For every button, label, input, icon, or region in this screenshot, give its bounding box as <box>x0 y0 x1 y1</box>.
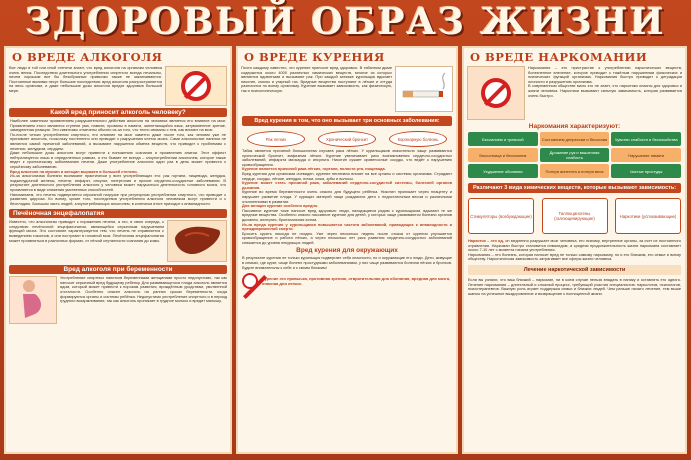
smoking-p2: Вред курения для организма очевиден, курение негативно влияет на все органы и системы организма. Страдают сердце, сосуды, лёгкие, желудок, почки, кожа, зубы и волосы. <box>242 170 452 181</box>
alcohol-question: Какой вред приносит алкоголь человеку? <box>9 108 227 117</box>
char-cell: Чувство слабости и беспокойства <box>611 132 681 146</box>
pregnancy-text: Употребление спиртных напитков беременными женщинами просто недопустимо, так как наносит серьезный вред будущему ребенку. Для развивающегося плода алкоголь является ядом, который может привести к порокам развития, врождённым уродствам, умственной отсталости. Особенно опасен алкоголь на ранних сроках беременности, когда формируются органы и системы ребёнка. Недопустимо употребление спиртного и в период грудного вскармливания, так как алкоголь проникает в грудное молоко и вредит малышу. <box>60 275 227 304</box>
alcohol-heading-text: О ВРЕДЕ АЛКОГОЛЯ <box>12 50 163 64</box>
smoking-p5: Бросить курить никогда не поздно. Уже через несколько недель после отказа от курения улучшается кровообращение и работа лёгких, а через несколько лет риск развития сердечно-сосудистых заболеваний снижается до уровня некурящих людей. <box>242 230 452 245</box>
page-title: ЗДОРОВЫЙ ОБРАЗ ЖИЗНИ <box>25 1 666 43</box>
encephalopathy-text: Известно, что алкоголизм приводит к поражению печени, а это, в свою очередь, к следствию печёночной энцефалопатии, являющейся серьезным нарушением функций мозга. Это состояние характеризуется тем, что печень не справляется с выведением токсинов, и они поступают в головной мозг. Печёночная энцефалопатия может проявляться в различных формах, от лёгкой спутанности сознания до комы. <box>9 219 164 243</box>
disease-lung-cancer: Рак легких <box>247 131 305 147</box>
smoking-section <box>236 46 458 454</box>
drugs-p1-text: он медленно разрушает мозг человека, его психику, внутренние органы, за счет их постоянного отравления. Наркоман быстро становится инвалидом, а средняя продолжительность жизни наркомана составляет около 7-10 лет с момента начала употребления. <box>468 238 681 253</box>
title-bar <box>0 0 691 44</box>
group-hallucinogens: Галлюциногены (галлюцинирующие) <box>542 198 608 234</box>
group-stimulants: Стимуляторы (возбуждающие) <box>468 198 534 234</box>
smoking-warning-text: Курение это привычка, противная зрению, отвратительная для обоняния, вредная для мозга, опасная для легких. <box>262 276 451 287</box>
passive-smoking-text: В результате курения не только курильщик подвергает себя опасности, но и окружающие его люди. Дети, живущие в семьях, где курят, чаще болеют простудными заболеваниями, у них чаще развиваются болезни лёгких и бронхов. Будьте внимательны к себе и к своим близким! <box>242 255 452 270</box>
no-drugs-image <box>467 66 525 120</box>
drugs-intro: Наркомания – это пристрастие к употреблению наркотических веществ, болезненное влечение, которое приводит к тяжёлым нарушениям физических и психических функций организма. Наркомания быстро приводит к деградации личности и разрушению организма. <box>528 65 682 84</box>
smoking-warning <box>242 273 452 289</box>
drug-groups-title: Различают 3 вида химических веществ, которые вызывают зависимость: <box>468 183 681 193</box>
pregnant-woman-icon <box>13 278 53 322</box>
smoking-heading <box>238 48 456 66</box>
drugs-section <box>462 46 687 454</box>
disease-coronary: Коронарную болезнь <box>389 131 447 147</box>
drugs-heading <box>464 48 685 66</box>
no-smoking-icon <box>242 273 258 289</box>
cigarette-icon <box>399 69 449 109</box>
smoking-p4: Пассивное курение тоже наносит вред здоровью: люди, находящиеся рядом с курильщиком, вдыхают те же вредные вещества. Особенно опасно пассивное курение для детей, у которых чаще развиваются болезни органов дыхания, аллергия, бронхиальная астма. <box>242 207 452 222</box>
char-cell: Дрожание рук и мышечная слабость <box>540 148 610 162</box>
smoking-intro: Почти каждому известно, что курение приносит вред здоровью. В табачном дыме содержится около 4000 различных химических веществ, многие из которых являются ядовитыми и вызывают рак. При каждой затяжке курильщик вдыхает никотин, смолы и угарный газ. Вредные вещества поступают в лёгкие и оттуда разносятся по всему организму. Курение вызывает зависимость, как физическую, так и психологическую. <box>241 65 392 93</box>
char-cell: Нарушение памяти <box>611 148 681 162</box>
drugs-characteristics-grid <box>464 132 685 178</box>
alcohol-p4: Из-за алкоголизма болезни возникают практически у всех употребляющих его: рак гортани, пищевода, желудка, поджелудочной железы, печени; инфаркт, инсульт, гипертония и прочие сердечно-сосудистые заболевания. В результате длительного употребления алкоголя у человека может нарушиться деятельность головного мозга, что проявляется в виде снижения умственных способностей. <box>10 173 226 192</box>
treatment-title: Лечение наркотической зависимости <box>468 265 681 275</box>
smoking-diseases-title: Вред курения в том, что оно вызывает три основных заболевания: <box>242 116 452 126</box>
smoking-p4-red: Для женщин курение особенно вредно. <box>242 203 319 209</box>
passive-smoking-title: Вред курения для окружающих <box>296 247 398 255</box>
drugs-p2: Наркомания – это болезнь, которая наносит вред не только самому наркоману, но и его близким, его семье и всему обществу. Наркотическая зависимость затрагивает все сферы жизни человека. <box>468 251 681 262</box>
alcohol-p3-red: Вред алкоголя на мужчин и женщин выражен в большей степени. <box>10 168 138 174</box>
disease-bronchitis: Хронический бронхит <box>318 131 376 147</box>
smoking-p1-red: Курение является причиной рака лёгких, гортани, полости рта, пищевода. <box>242 166 386 172</box>
pregnant-woman-image <box>9 276 57 324</box>
cigarette-image <box>395 66 453 112</box>
group-narcotics: Наркотики (успокаивающие) <box>615 198 681 234</box>
smoking-p3-red: Курение может стать причиной рака, заболеваний сердечно-сосудистой системы, болезней органов дыхания. <box>242 180 452 190</box>
prohibition-icon <box>481 78 511 108</box>
drugs-heading-text: О ВРЕДЕ НАРКОМАНИИ <box>470 50 648 64</box>
char-cell: Частые простуды <box>611 164 681 178</box>
drugs-p1 <box>464 239 685 253</box>
alcohol-p5: Напоминаем, что печень подвергается серьезной нагрузке при регулярном употреблении спиртного, что приводит к развитию цирроза. Ко всему, кроме того, последствия употребления алкоголя человеком могут привести и к бесплодию. Большая часть людей, злоупотребляющих алкоголем, в конечном итоге приходит к инвалидности. <box>10 191 226 206</box>
prohibition-icon <box>181 71 211 101</box>
smoking-heading-text: О ВРЕДЕ КУРЕНИЯ <box>244 50 385 64</box>
char-cell: Бессонница и бессилием <box>468 148 538 162</box>
alcohol-p2: По-после четких употребления спиртного, его влияние на мозг заметно даже после того, как человек уже не принимает алкоголь, поскольку постепенно они приводят к разрушению клеток мозга. Сами алкогольные напитки не являются самой причиной заболеваний, а вызывают нарушения обмена веществ, что приводит к проблемам с печенью, желудком, сердцем. <box>10 131 226 151</box>
char-cell: Бессилием и тревогой <box>468 132 538 146</box>
char-cell: Потеря аппетита и потеря веса <box>540 164 610 178</box>
liver-icon <box>171 224 223 258</box>
alcohol-section <box>4 46 232 454</box>
alcohol-p3: Даже небольшие дозы алкоголя могут привести к понижению сознания и проявлению апатии. Этот эффект нейтрализуется лишь в определенных рамках, а это бывает не всегда – злоупотреблении алкоголем, которое также ведет к хроническому заболеванию печени. Даже употребление алкоголя один раз в день может привести к серьёзному заболеванию. <box>10 150 226 169</box>
drugs-characteristics-title: Наркомания характеризуют: <box>528 123 621 130</box>
encephalopathy-title: Печёночная энцефалопатия <box>9 209 227 218</box>
char-cell: Состоянием депрессии и бессилия <box>540 132 610 146</box>
drugs-intro-2: В современном обществе мало кто не знает, что наркотики опасны для здоровья и жизни человека. Наркотики вызывают сильную зависимость, которая развивается очень быстро. <box>528 83 682 98</box>
pregnancy-title: Вред алкоголя при беременности <box>9 265 227 274</box>
char-cell: Ухудшение обоняния <box>468 164 538 178</box>
alcohol-p1: Наиболее заметным проявлением разрушительного действия алкоголя на человека является его влияние на мозг. Проявлением этого являются ступени ума, памяти, провалы в памяти, заплетающийся язык, затуманенное зрение, замедленная реакция. Эти симптомы отмечены обычно из-за того, что тесно связаны с тем, как влияют на мозг. <box>10 118 226 133</box>
no-alcohol-image <box>165 66 227 106</box>
alcohol-intro: Все люди в той или иной степени знают, что вред алкоголя на организм человека очень велик. Последствия длительного употребления спиртного всегда печальны, ничем хорошим все бы безобразные привычки также не заканчиваются. Постоянные выпивки несут большие последствия: вред алкоголя распространяется на весь организм, и даже небольшие дозы алкоголя вредят здоровью большой мере. <box>9 65 162 93</box>
liver-image <box>167 220 227 262</box>
smoking-p3: Курение во время беременности очень опасно для будущего ребёнка. Никотин проникает через плаценту и нарушает развитие плода. У курящих матерей чаще рождаются дети с недостаточным весом и различными отклонениями в развитии. <box>242 189 452 204</box>
drugs-p1-red: Наркотик – это яд, <box>468 238 504 243</box>
alcohol-heading <box>6 48 230 66</box>
treatment-text: Если вы узнали, что ваш близкий – наркоман, ни в коем случае нельзя впадать в панику и оставлять его одного. Лечение наркомании – длительный и сложный процесс, требующий участия специалистов: наркологов, психологов, психотерапевтов. Важную роль играет поддержка семьи и близких людей. Чем раньше начато лечение, тем выше шансы на успешное выздоровление и возвращение к полноценной жизни. <box>468 276 681 296</box>
smoking-p5-red: Из-за вреда курения у курильщиков повышается частота заболеваний, приводящих к инвалидности и преждевременной смерти. <box>242 221 452 232</box>
smoking-p1: Табак является причиной большинства случаев рака лёгких. У курильщиков значительно чаще развиваются хронический бронхит, эмфизема лёгких. Курение увеличивает риск возникновения сердечно-сосудистых заболеваний, инфаркта миокарда и инсульта. Никотин сужает кровеносные сосуды, что ведёт к нарушению кровообращения. <box>242 148 452 167</box>
